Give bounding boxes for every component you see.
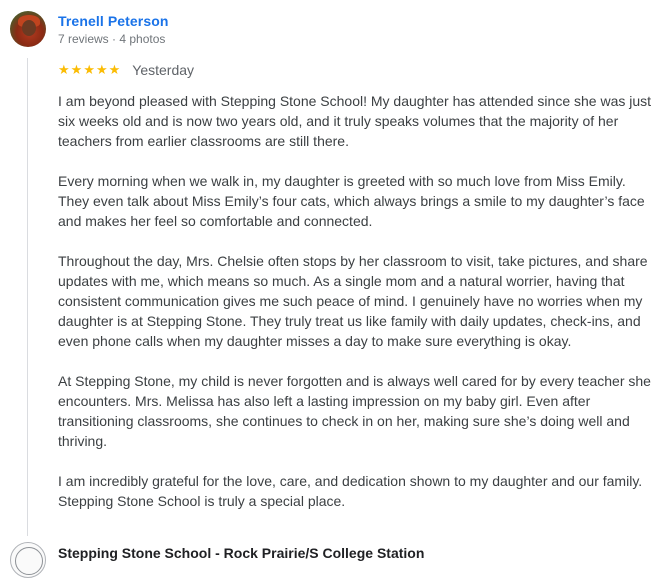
star-icon: ★ <box>108 62 121 77</box>
review-paragraph: I am beyond pleased with Stepping Stone School! My daughter has attended since she was just six weeks old and is now two years old, and it truly speaks volumes that the majority of her teachers from earlier classrooms are still there. <box>58 93 652 149</box>
reviewer-meta: 7 reviews · 4 photos <box>58 32 166 46</box>
avatar-face <box>22 20 36 36</box>
review-text <box>58 91 658 531</box>
reviewer-avatar[interactable] <box>10 11 46 47</box>
owner-response-name[interactable]: Stepping Stone School - Rock Prairie/S College Station <box>58 545 425 561</box>
star-icon: ★ <box>70 62 83 77</box>
review-paragraph: Throughout the day, Mrs. Chelsie often stops by her classroom to visit, take pictures, and share updates with me, which means so much. As a single mom and a natural worrier, having that consistent communication gives me such peace of mind. I genuinely have no worries when my daughter is at Stepping Stone. They truly treat us like family with daily updates, check-ins, and even phone calls when my daughter misses a day to make sure everything is okay. <box>58 253 648 349</box>
star-icon: ★ <box>58 62 70 77</box>
star-icon: ★ <box>83 62 95 77</box>
review-paragraph: Every morning when we walk in, my daughter is greeted with so much love from Miss Emily. They even talk about Miss Emily’s four cats, which always brings a smile to my daughter’s face and makes her feel so comfortable and connected. <box>58 173 645 229</box>
star-rating <box>58 63 120 77</box>
owner-avatar[interactable] <box>10 542 46 578</box>
owner-logo-icon <box>15 547 43 575</box>
thread-line <box>27 58 28 536</box>
reviewer-name-link[interactable]: Trenell Peterson <box>58 13 169 29</box>
star-icon: ★ <box>95 62 108 77</box>
review-paragraph: At Stepping Stone, my child is never forgotten and is always well cared for by every teacher she encounters. Mrs. Melissa has also left a lasting impression on my baby girl. Even after transitioning classrooms, she continues to check in on her, making sure she’s doing well and thriving. <box>58 373 651 449</box>
rating-row <box>58 62 194 78</box>
review-date: Yesterday <box>132 62 195 78</box>
review-paragraph: I am incredibly grateful for the love, care, and dedication shown to my daughter and our family. Stepping Stone School is truly a special place. <box>58 473 643 509</box>
